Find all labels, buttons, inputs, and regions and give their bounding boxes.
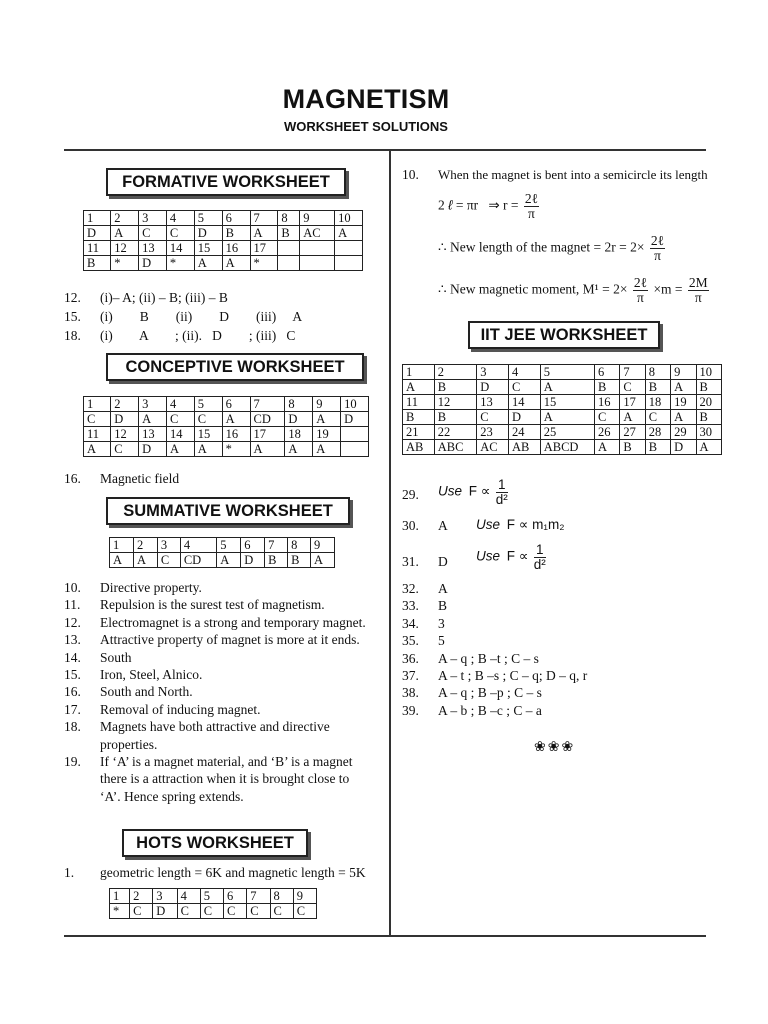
table-cell: C: [645, 410, 670, 425]
q31-f: F ∝: [506, 548, 529, 564]
list-item-text: Magnets have both attractive and directive: [100, 719, 330, 735]
table-cell: C: [477, 410, 509, 425]
table-cell: 11: [84, 427, 111, 442]
table-cell: A: [139, 412, 167, 427]
table-cell: 16: [222, 241, 250, 256]
table-row: [110, 553, 335, 568]
table-cell: 15: [194, 241, 222, 256]
table-cell: 4: [177, 889, 200, 904]
table-cell: CD: [180, 553, 216, 568]
list-item-text: South and North.: [100, 684, 193, 700]
table-cell: C: [293, 904, 316, 919]
table-cell: B: [620, 440, 645, 455]
table-cell: 5: [194, 397, 222, 412]
table-row: [403, 425, 722, 440]
list-item-text: Repulsion is the surest test of magnetism.: [100, 597, 325, 613]
table-cell: 11: [84, 241, 111, 256]
table-cell: 10: [335, 211, 363, 226]
list-item-number: 37.: [402, 668, 419, 683]
iitjee-heading: IIT JEE WORKSHEET: [468, 321, 660, 349]
list-item-text: there is a attraction when it is brought close to: [100, 771, 350, 787]
equation-2: [438, 234, 667, 263]
table-cell: 22: [434, 425, 477, 440]
list-item-text: Removal of inducing magnet.: [100, 701, 261, 717]
table-cell: B: [434, 410, 477, 425]
table-cell: 9: [311, 538, 335, 553]
table-cell: A: [313, 412, 341, 427]
table-cell: 7: [250, 211, 278, 226]
table-row: [110, 889, 317, 904]
eq3-denominator-2: π: [694, 290, 702, 305]
flower-ornament-icon: ❀❀❀: [534, 740, 576, 755]
hots-answer-table: [109, 888, 317, 919]
table-cell: 16: [222, 427, 250, 442]
table-cell: B: [645, 380, 670, 395]
table-cell: D: [84, 226, 111, 241]
list-item-text: Iron, Steel, Alnico.: [100, 667, 203, 682]
table-cell: 12: [111, 427, 139, 442]
equation-1: [438, 192, 541, 221]
q10-num: 10.: [402, 167, 419, 182]
table-cell: A: [250, 226, 278, 241]
list-item-number: 11.: [64, 597, 81, 613]
q29-formula: [438, 478, 510, 507]
table-cell: B: [288, 553, 311, 568]
table-cell: 18: [285, 427, 313, 442]
table-cell: 12: [434, 395, 477, 410]
q31-denominator: d²: [533, 557, 546, 572]
q10-text: When the magnet is bent into a semicircle its length: [438, 167, 708, 182]
table-row: [403, 380, 722, 395]
table-cell: D: [285, 412, 313, 427]
table-cell: 2: [434, 365, 477, 380]
q31-num: 31.: [402, 554, 419, 569]
table-cell: 15: [194, 427, 222, 442]
table-cell: 16: [595, 395, 620, 410]
table-cell: AB: [509, 440, 541, 455]
list-item-number: 17.: [64, 701, 81, 717]
table-row: [403, 395, 722, 410]
formative-item-text: (i)– A; (ii) – B; (iii) – B: [100, 290, 228, 305]
list-item-number: 16.: [64, 684, 81, 700]
eq3-mid: ×m =: [653, 281, 683, 297]
table-cell: AC: [300, 226, 335, 241]
q30-answer: A: [438, 518, 448, 533]
list-item-number: 35.: [402, 633, 419, 649]
table-cell: 6: [222, 397, 250, 412]
table-cell: 15: [540, 395, 594, 410]
table-row: [84, 211, 363, 226]
table-cell: ABC: [434, 440, 477, 455]
table-cell: 11: [403, 395, 435, 410]
q31-formula: [476, 543, 548, 572]
formative-item-num: 18.: [64, 328, 81, 343]
table-cell: [278, 256, 300, 271]
table-cell: 3: [139, 397, 167, 412]
table-cell: D: [241, 553, 265, 568]
table-cell: 29: [671, 425, 696, 440]
q29-numerator: 1: [496, 478, 508, 493]
table-cell: B: [595, 380, 620, 395]
list-item-text: ‘A’. Hence spring extends.: [100, 788, 244, 804]
eq1-mid: = πr: [455, 197, 479, 213]
table-cell: [278, 241, 300, 256]
list-item-number: 38.: [402, 685, 419, 701]
eq1-arrow: ⇒ r =: [488, 197, 519, 213]
table-cell: 9: [313, 397, 341, 412]
formative-heading: FORMATIVE WORKSHEET: [106, 168, 346, 196]
q29-denominator: d²: [495, 492, 508, 507]
table-cell: *: [166, 256, 194, 271]
table-cell: 26: [595, 425, 620, 440]
table-cell: C: [224, 904, 247, 919]
table-cell: 3: [477, 365, 509, 380]
q31-numerator: 1: [534, 543, 546, 558]
table-cell: 1: [84, 211, 111, 226]
table-cell: 18: [645, 395, 670, 410]
table-row: [84, 412, 369, 427]
table-cell: C: [157, 553, 180, 568]
table-cell: 2: [130, 889, 153, 904]
table-cell: D: [341, 412, 369, 427]
list-item-number: 14.: [64, 649, 81, 665]
table-cell: B: [265, 553, 288, 568]
eq1-numerator: 2ℓ: [524, 191, 539, 206]
table-cell: *: [250, 256, 278, 271]
table-cell: D: [509, 410, 541, 425]
table-cell: ABCD: [540, 440, 594, 455]
table-cell: A: [595, 440, 620, 455]
list-item-number: 32.: [402, 581, 419, 596]
table-cell: A: [313, 442, 341, 457]
table-cell: C: [177, 904, 200, 919]
table-row: [110, 904, 317, 919]
table-cell: 12: [111, 241, 139, 256]
table-cell: C: [166, 412, 194, 427]
conceptive-answer-table: [83, 396, 369, 457]
table-cell: A: [217, 553, 241, 568]
list-item-text: 5: [438, 633, 445, 649]
list-item-number: 10.: [64, 580, 81, 595]
table-cell: C: [130, 904, 153, 919]
formative-item-text: (i) A ; (ii). D ; (iii) C: [100, 328, 296, 343]
therefore-symbol: ∴: [438, 281, 447, 297]
formative-item-num: 12.: [64, 290, 81, 305]
q31-use: Use: [476, 548, 501, 564]
table-row: [110, 538, 335, 553]
table-cell: 14: [166, 427, 194, 442]
table-cell: 6: [224, 889, 247, 904]
table-cell: 7: [247, 889, 270, 904]
eq1-ell: ℓ: [448, 197, 453, 213]
table-cell: D: [139, 442, 167, 457]
table-cell: C: [200, 904, 223, 919]
table-cell: A: [620, 410, 645, 425]
table-cell: 6: [595, 365, 620, 380]
table-cell: 1: [84, 397, 111, 412]
table-cell: A: [222, 412, 250, 427]
table-row: [403, 365, 722, 380]
table-cell: A: [540, 380, 594, 395]
list-item-text: properties.: [100, 736, 158, 752]
list-item-text: A – b ; B –c ; C – a: [438, 702, 542, 718]
table-cell: C: [620, 380, 645, 395]
table-cell: CD: [250, 412, 285, 427]
top-rule: [64, 149, 706, 151]
q31-answer: D: [438, 554, 448, 569]
hots-heading: HOTS WORKSHEET: [122, 829, 308, 857]
table-cell: 8: [278, 211, 300, 226]
table-cell: 17: [620, 395, 645, 410]
hots-item-num: 1.: [64, 865, 75, 880]
list-item-text: Electromagnet is a strong and temporary magnet.: [100, 614, 366, 630]
table-cell: 1: [110, 889, 130, 904]
table-cell: D: [477, 380, 509, 395]
list-item-text: A – t ; B –s ; C – q; D – q, r: [438, 668, 588, 683]
table-cell: 10: [341, 397, 369, 412]
table-row: [403, 440, 722, 455]
list-item-number: 18.: [64, 719, 81, 735]
table-cell: A: [166, 442, 194, 457]
list-item-text: A – q ; B –p ; C – s: [438, 685, 542, 701]
eq3-text: New magnetic moment, M¹ = 2×: [449, 281, 628, 297]
table-cell: A: [133, 553, 157, 568]
table-cell: 27: [620, 425, 645, 440]
eq3-numerator: 2ℓ: [633, 275, 648, 290]
table-cell: A: [194, 256, 222, 271]
table-cell: C: [270, 904, 293, 919]
table-cell: D: [194, 226, 222, 241]
eq3-numerator-2: 2M: [688, 275, 708, 290]
table-row: [84, 256, 363, 271]
summative-answer-table: [109, 537, 335, 568]
table-cell: D: [111, 412, 139, 427]
list-item-text: A – q ; B –t ; C – s: [438, 650, 539, 666]
table-cell: 21: [403, 425, 435, 440]
table-row: [84, 226, 363, 241]
table-cell: *: [111, 256, 139, 271]
page-subtitle: WORKSHEET SOLUTIONS: [284, 119, 448, 134]
table-cell: 13: [139, 241, 167, 256]
conceptive-item-num: 16.: [64, 471, 81, 486]
table-cell: 7: [620, 365, 645, 380]
formative-item-num: 15.: [64, 309, 81, 324]
list-item-text: B: [438, 598, 448, 614]
table-cell: 9: [300, 211, 335, 226]
table-cell: A: [696, 440, 721, 455]
table-cell: C: [166, 226, 194, 241]
eq1-coef: 2: [438, 197, 445, 213]
column-divider: [389, 150, 391, 936]
table-cell: A: [311, 553, 335, 568]
table-cell: 30: [696, 425, 721, 440]
table-cell: 4: [180, 538, 216, 553]
list-item-number: 36.: [402, 650, 419, 666]
table-cell: 28: [645, 425, 670, 440]
summative-heading: SUMMATIVE WORKSHEET: [106, 497, 350, 525]
table-cell: B: [645, 440, 670, 455]
q30-f: F ∝ m₁m₂: [506, 517, 565, 532]
list-item-text: Attractive property of magnet is more at it ends.: [100, 632, 360, 648]
table-cell: 8: [285, 397, 313, 412]
table-cell: A: [222, 256, 250, 271]
table-cell: 8: [288, 538, 311, 553]
list-item-number: 15.: [64, 667, 81, 682]
therefore-symbol: ∴: [438, 239, 447, 255]
table-cell: 9: [293, 889, 316, 904]
list-item-text: South: [100, 649, 132, 665]
table-cell: A: [335, 226, 363, 241]
table-cell: B: [696, 410, 721, 425]
table-cell: C: [139, 226, 167, 241]
table-cell: C: [84, 412, 111, 427]
table-cell: *: [222, 442, 250, 457]
list-item-number: 33.: [402, 598, 419, 614]
table-cell: A: [84, 442, 111, 457]
conceptive-heading: CONCEPTIVE WORKSHEET: [106, 353, 364, 381]
table-cell: D: [671, 440, 696, 455]
table-cell: C: [194, 412, 222, 427]
list-item-number: 19.: [64, 754, 81, 769]
list-item-number: 34.: [402, 615, 419, 631]
table-cell: 9: [671, 365, 696, 380]
table-cell: 24: [509, 425, 541, 440]
formative-item-text: (i) B (ii) D (iii) A: [100, 309, 303, 324]
iitjee-answer-table: [402, 364, 722, 455]
q30-use: Use: [476, 517, 501, 532]
table-cell: 5: [217, 538, 241, 553]
table-cell: 17: [250, 241, 278, 256]
table-cell: AC: [477, 440, 509, 455]
table-cell: [300, 241, 335, 256]
table-cell: B: [434, 380, 477, 395]
table-cell: [300, 256, 335, 271]
q29-num: 29.: [402, 487, 419, 502]
eq2-denominator: π: [654, 248, 661, 263]
table-cell: 4: [166, 397, 194, 412]
table-cell: 20: [696, 395, 721, 410]
list-item-text: 3: [438, 615, 445, 631]
table-cell: [341, 427, 369, 442]
table-cell: 13: [139, 427, 167, 442]
eq2-numerator: 2ℓ: [650, 233, 665, 248]
list-item-text: A: [438, 581, 448, 596]
hots-item-text: geometric length = 6K and magnetic length = 5K: [100, 865, 366, 880]
table-cell: 5: [540, 365, 594, 380]
table-row: [84, 397, 369, 412]
list-item-number: 39.: [402, 702, 419, 718]
table-cell: 4: [509, 365, 541, 380]
table-cell: 3: [157, 538, 180, 553]
table-cell: 2: [111, 211, 139, 226]
table-row: [84, 427, 369, 442]
table-cell: *: [110, 904, 130, 919]
q29-use: Use: [438, 483, 463, 499]
table-cell: A: [671, 410, 696, 425]
list-item-text: If ‘A’ is a magnet material, and ‘B’ is a magnet: [100, 754, 353, 769]
table-cell: 19: [671, 395, 696, 410]
table-cell: [335, 241, 363, 256]
q30-formula: [476, 517, 564, 533]
table-cell: A: [194, 442, 222, 457]
table-cell: A: [250, 442, 285, 457]
eq3-denominator: π: [637, 290, 644, 305]
table-cell: C: [509, 380, 541, 395]
table-cell: 5: [200, 889, 223, 904]
table-cell: 1: [403, 365, 435, 380]
table-cell: B: [278, 226, 300, 241]
table-cell: 23: [477, 425, 509, 440]
list-item-number: 12.: [64, 614, 81, 630]
table-cell: A: [285, 442, 313, 457]
bottom-rule: [64, 935, 706, 937]
table-cell: 8: [270, 889, 293, 904]
table-cell: [335, 256, 363, 271]
table-cell: A: [403, 380, 435, 395]
table-cell: 17: [250, 427, 285, 442]
table-cell: A: [671, 380, 696, 395]
formative-answer-table: [83, 210, 363, 271]
q29-f: F ∝: [468, 483, 491, 499]
table-cell: D: [139, 256, 167, 271]
table-cell: C: [111, 442, 139, 457]
table-cell: 19: [313, 427, 341, 442]
table-cell: B: [222, 226, 250, 241]
list-item-number: 13.: [64, 632, 81, 648]
table-cell: 14: [509, 395, 541, 410]
table-cell: C: [595, 410, 620, 425]
table-cell: B: [403, 410, 435, 425]
table-cell: 4: [166, 211, 194, 226]
list-item-text: Directive property.: [100, 580, 202, 595]
table-row: [403, 410, 722, 425]
table-cell: 8: [645, 365, 670, 380]
table-cell: 6: [222, 211, 250, 226]
table-cell: 25: [540, 425, 594, 440]
table-cell: A: [111, 226, 139, 241]
table-row: [84, 241, 363, 256]
table-cell: 10: [696, 365, 721, 380]
table-cell: B: [696, 380, 721, 395]
table-cell: A: [540, 410, 594, 425]
table-cell: D: [153, 904, 177, 919]
table-cell: 7: [250, 397, 285, 412]
table-cell: 1: [110, 538, 134, 553]
table-cell: [341, 442, 369, 457]
eq2-text: New length of the magnet = 2r = 2×: [449, 239, 645, 255]
table-cell: 2: [111, 397, 139, 412]
table-cell: 6: [241, 538, 265, 553]
table-cell: 3: [153, 889, 177, 904]
table-cell: 3: [139, 211, 167, 226]
table-cell: 7: [265, 538, 288, 553]
table-cell: 5: [194, 211, 222, 226]
q30-num: 30.: [402, 518, 419, 533]
table-cell: 2: [133, 538, 157, 553]
table-cell: 13: [477, 395, 509, 410]
eq1-denominator: π: [528, 206, 535, 221]
table-cell: B: [84, 256, 111, 271]
table-cell: 14: [166, 241, 194, 256]
table-cell: AB: [403, 440, 435, 455]
table-cell: A: [110, 553, 134, 568]
equation-3: [438, 276, 711, 305]
table-cell: C: [247, 904, 270, 919]
table-row: [84, 442, 369, 457]
conceptive-item-text: Magnetic field: [100, 471, 180, 486]
page-title: MAGNETISM: [282, 84, 450, 114]
